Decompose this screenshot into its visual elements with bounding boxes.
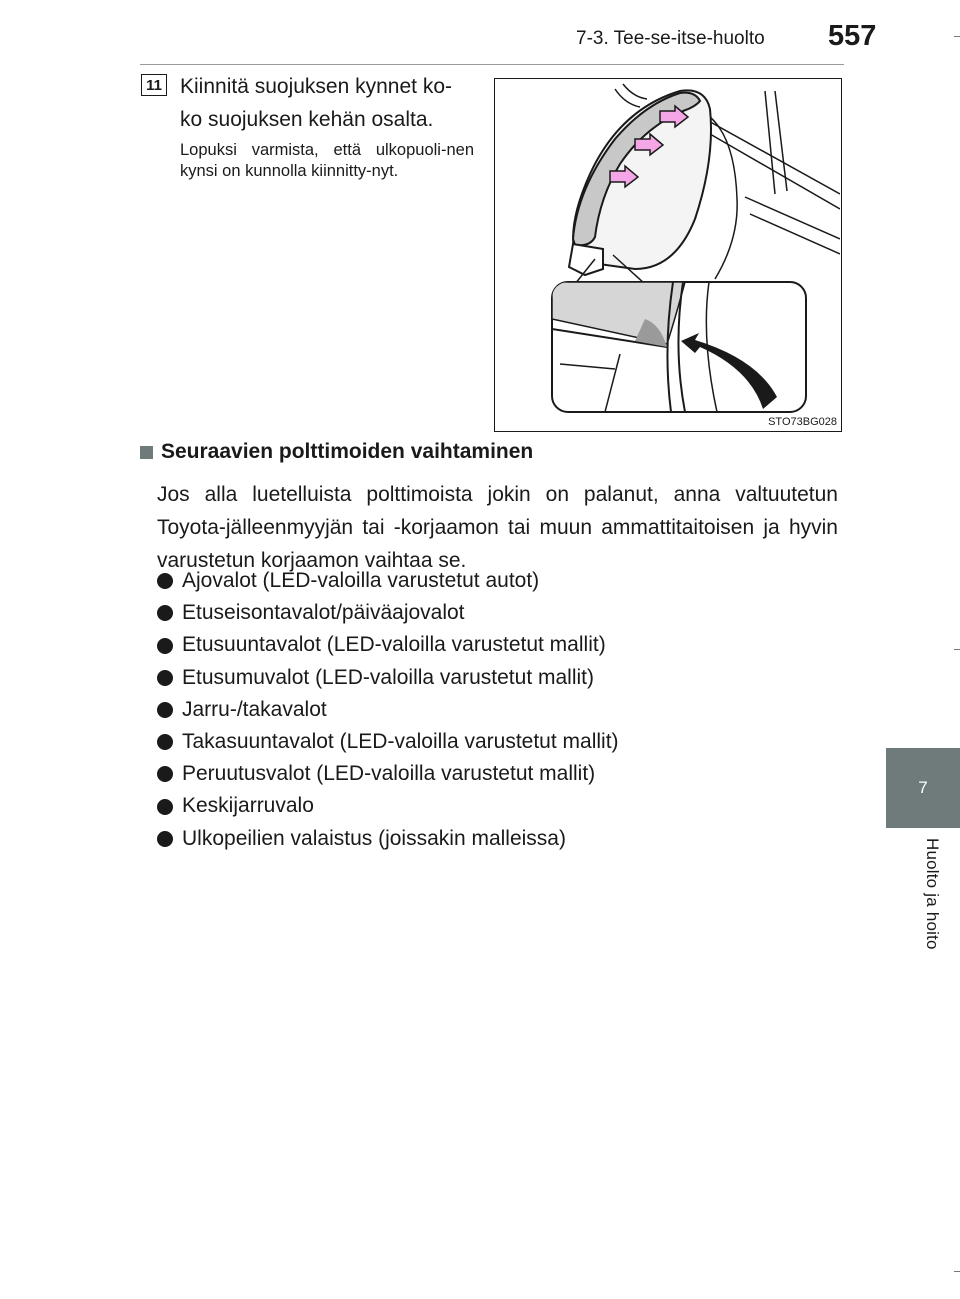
page-number: 557 [828, 20, 877, 52]
bullet-icon [157, 702, 173, 718]
crop-mark [954, 36, 960, 37]
heading-square-icon [140, 446, 153, 459]
list-item [157, 823, 838, 855]
figure-code: STO73BG028 [768, 416, 837, 428]
list-item [157, 790, 838, 822]
list-item [157, 662, 838, 694]
section-title: 7-3. Tee-se-itse-huolto [576, 28, 765, 49]
bullet-icon [157, 799, 173, 815]
chapter-number: 7 [918, 778, 928, 797]
step-number-badge [141, 74, 167, 96]
list-item-text: Takasuuntavalot (LED-valoilla varustetut mallit) [182, 730, 619, 754]
list-item [157, 726, 838, 758]
step-number: 11 [146, 76, 162, 94]
bullet-icon [157, 573, 173, 589]
mirror-cover-illustration [494, 78, 842, 432]
list-item [157, 629, 838, 661]
crop-mark [954, 649, 960, 650]
chapter-title: Huolto ja hoito [923, 838, 942, 950]
list-item-text: Keskijarruvalo [182, 794, 314, 818]
section-heading-text: Seuraavien polttimoiden vaihtaminen [161, 440, 534, 463]
bulb-list [157, 565, 838, 855]
header-rule [140, 64, 844, 65]
list-item [157, 565, 838, 597]
list-item-text: Etuseisontavalot/päiväajovalot [182, 601, 465, 625]
list-item-text: Ajovalot (LED-valoilla varustetut autot) [182, 569, 540, 592]
list-item [157, 694, 838, 726]
list-item-text: Ulkopeilien valaistus (joissakin malleissa) [182, 826, 566, 850]
list-item-text: Etusuuntavalot (LED-valoilla varustetut mallit) [182, 633, 606, 657]
step-instruction: Kiinnitä suojuksen kynnet ko-ko suojuksen kehän osalta. [180, 75, 452, 131]
chapter-tab [886, 748, 960, 828]
section-heading [140, 440, 533, 464]
list-item-text: Peruutusvalot (LED-valoilla varustetut mallit) [182, 762, 596, 786]
list-item-text: Jarru-/takavalot [182, 697, 327, 721]
bullet-icon [157, 831, 173, 847]
step-note: Lopuksi varmista, että ulkopuoli-nen kynsi on kunnolla kiinnitty-nyt. [180, 141, 474, 180]
crop-mark [954, 1271, 960, 1272]
mirror-cover-drawing [495, 79, 840, 430]
bullet-icon [157, 670, 173, 686]
list-item-text: Etusumuvalot (LED-valoilla varustetut mallit) [182, 665, 594, 689]
bullet-icon [157, 638, 173, 654]
list-item [157, 758, 838, 790]
list-item [157, 597, 838, 629]
section-paragraph: Jos alla luetelluista polttimoista jokin on palanut, anna valtuutetun Toyota-jälleenmyyjän tai -korjaamon tai muun ammattitaitoisen ja hyvin varustetun korjaamon vaihtaa se. [157, 483, 838, 572]
bullet-icon [157, 605, 173, 621]
bullet-icon [157, 734, 173, 750]
bullet-icon [157, 766, 173, 782]
